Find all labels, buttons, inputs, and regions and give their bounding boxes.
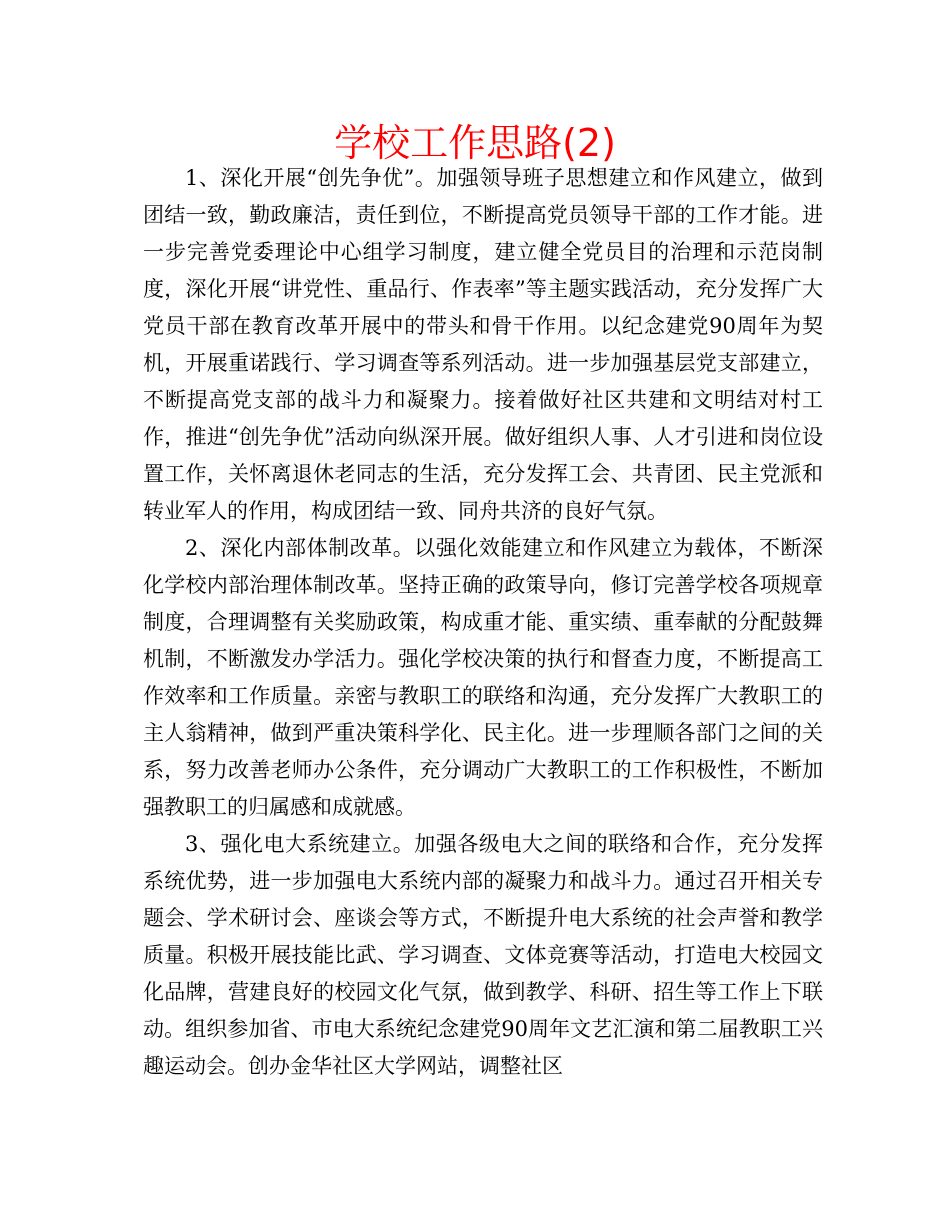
document-body <box>143 160 823 1085</box>
paragraph-2: 2、深化内部体制改革。以强化效能建立和作风建立为载体，不断深化学校内部治理体制改革。坚持正确的政策导向，修订完善学校各项规章制度，合理调整有关奖励政策，构成重才能、重实绩、重奉献的分配鼓舞机制，不断激发办学活力。强化学校决策的执行和督查力度，不断提高工作效率和工作质量。亲密与教职工的联络和沟通，充分发挥广大教职工的主人翁精神，做到严重决策科学化、民主化。进一步理顺各部门之间的关系，努力改善老师办公条件，充分调动广大教职工的工作积极性，不断加强教职工的归属感和成就感。 <box>143 536 823 819</box>
paragraph-1: 1、深化开展“创先争优”。加强领导班子思想建立和作风建立，做到团结一致，勤政廉洁，责任到位，不断提高党员领导干部的工作才能。进一步完善党委理论中心组学习制度，建立健全党员目的治理和示范岗制度，深化开展“讲党性、重品行、作表率”等主题实践活动，充分发挥广大党员干部在教育改革开展中的带头和骨干作用。以纪念建党90周年为契机，开展重诺践行、学习调查等系列活动。进一步加强基层党支部建立，不断提高党支部的战斗力和凝聚力。接着做好社区共建和文明结对村工作，推进“创先争优”活动向纵深开展。做好组织人事、人才引进和岗位设置工作，关怀离退休老同志的生活，充分发挥工会、共青团、民主党派和转业军人的作用，构成团结一致、同舟共济的良好气氛。 <box>143 166 823 523</box>
document-title: 学校工作思路(2) <box>334 121 616 165</box>
paragraph-3: 3、强化电大系统建立。加强各级电大之间的联络和合作，充分发挥系统优势，进一步加强电大系统内部的凝聚力和战斗力。通过召开相关专题会、学术研讨会、座谈会等方式，不断提升电大系统的社会声誉和教学质量。积极开展技能比武、学习调查、文体竞赛等活动，打造电大校园文化品牌，营建良好的校园文化气氛，做到教学、科研、招生等工作上下联动。组织参加省、市电大系统纪念建党90周年文艺汇演和第二届教职工兴趣运动会。创办金华社区大学网站，调整社区 <box>143 832 823 1078</box>
